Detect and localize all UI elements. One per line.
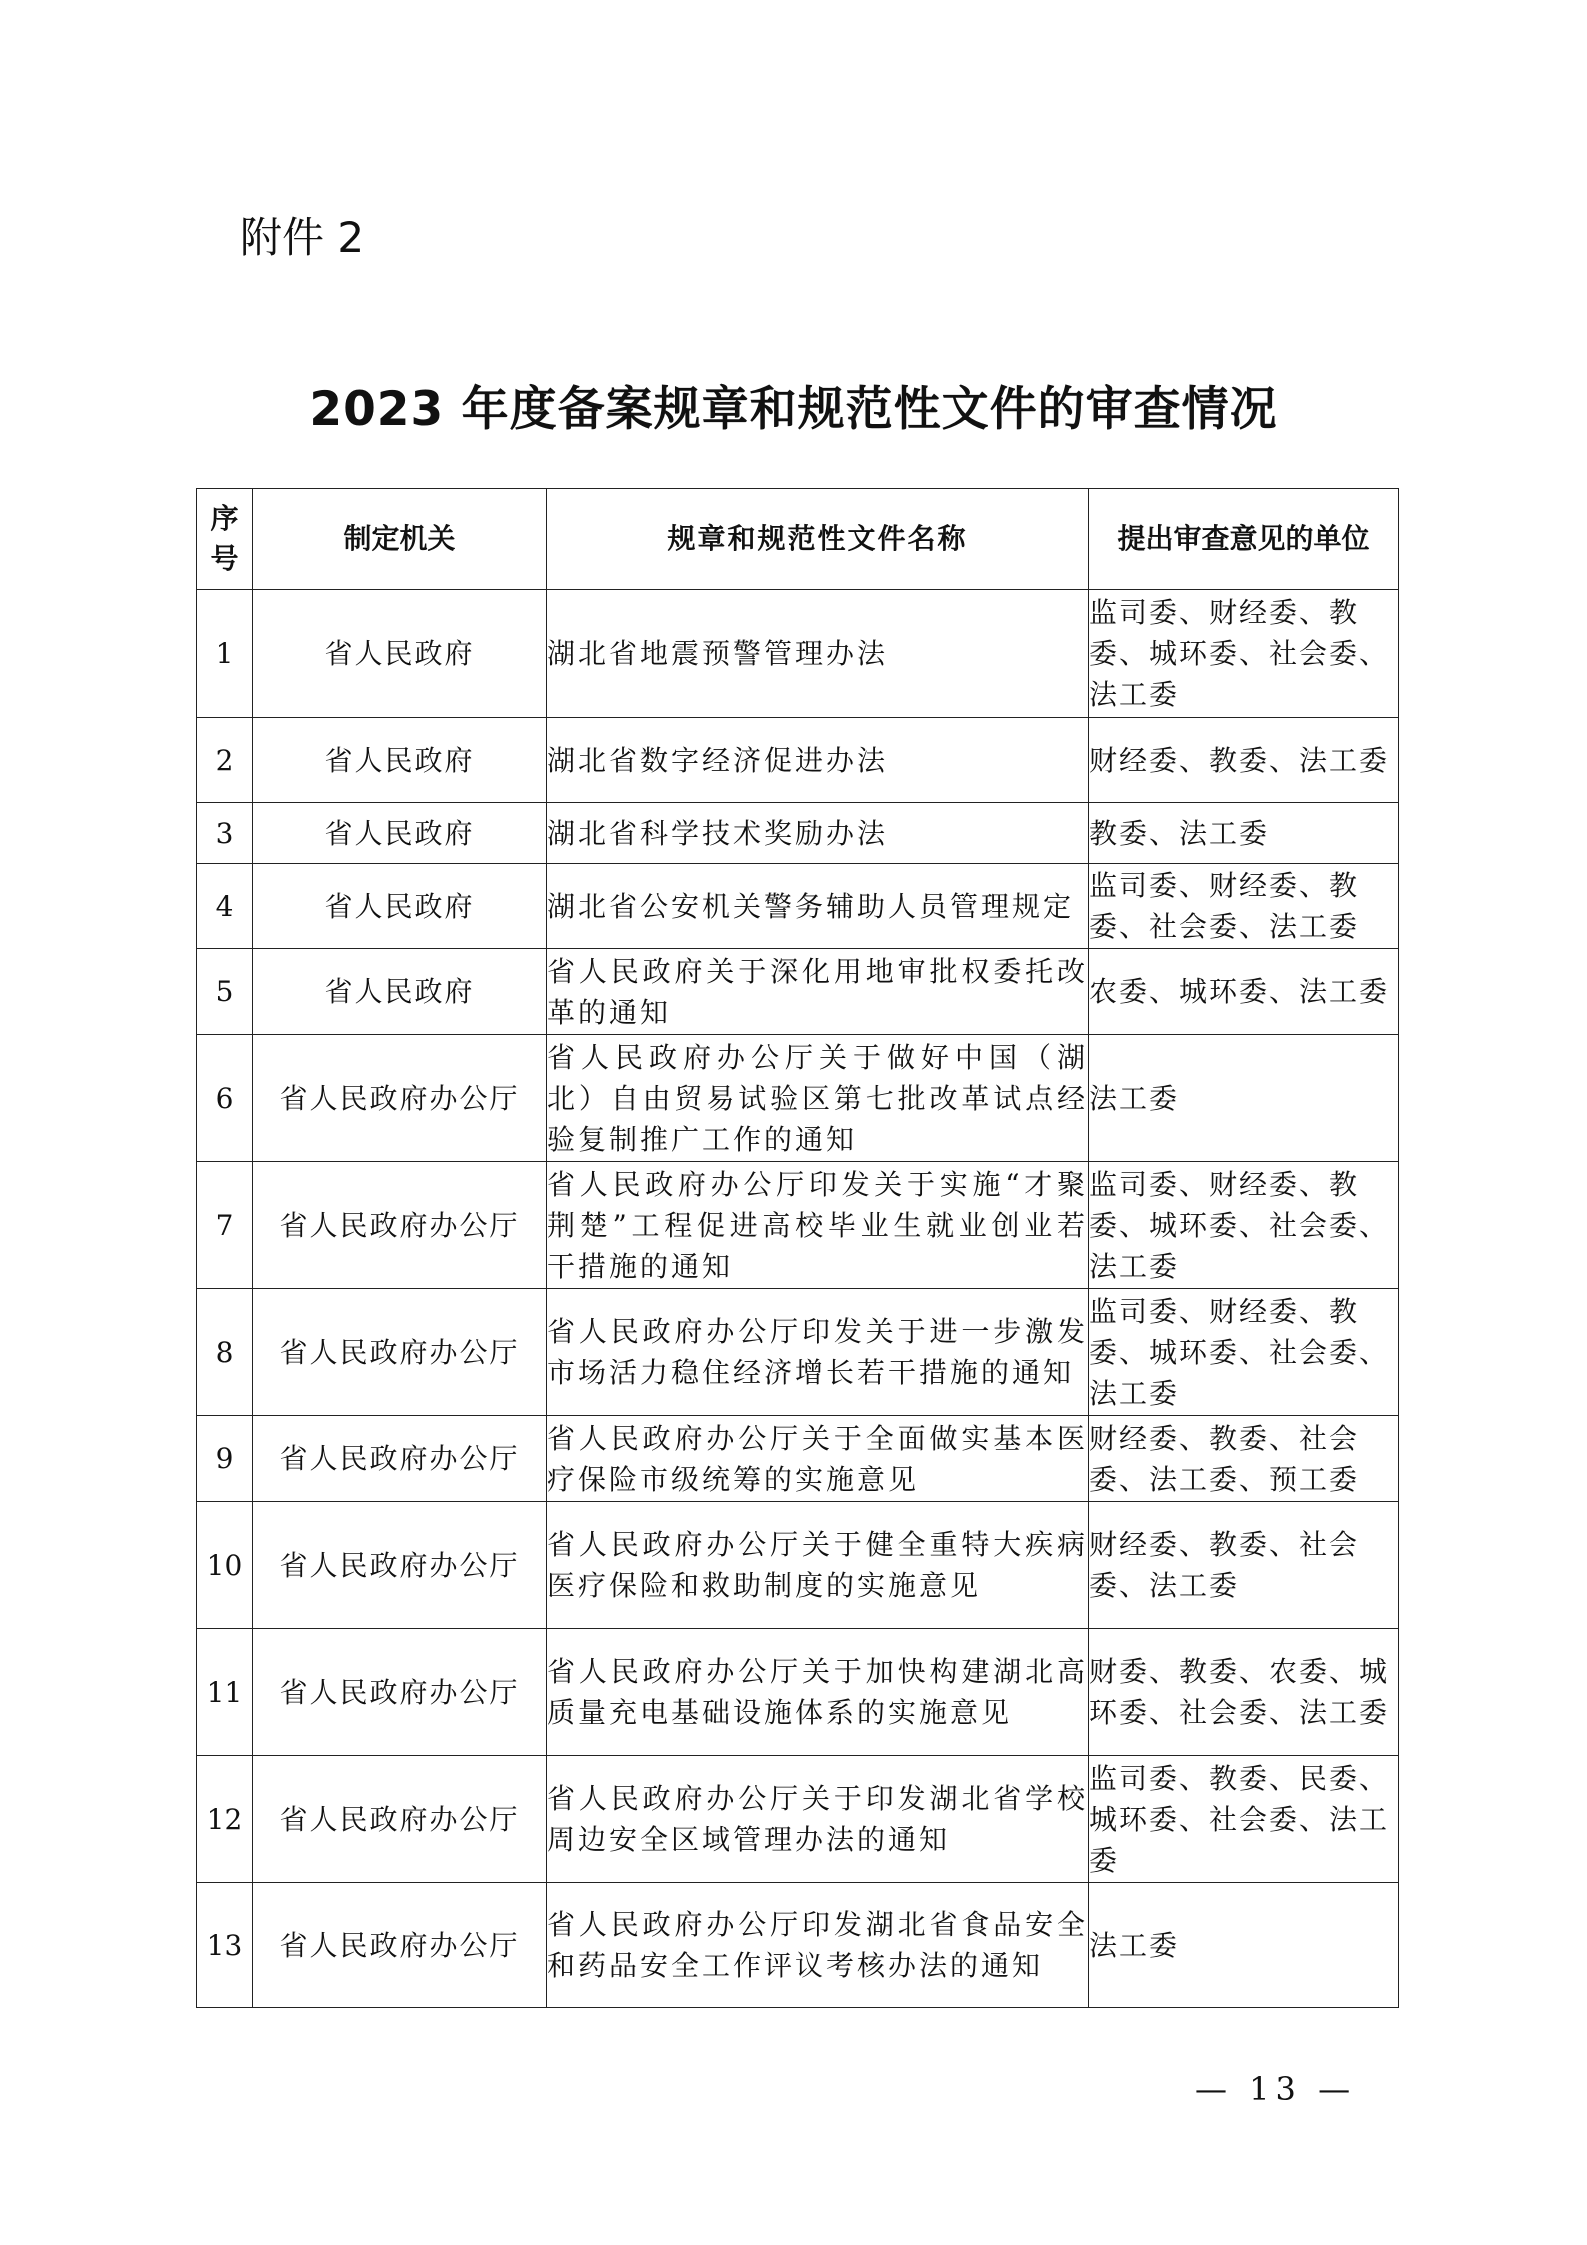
table-row xyxy=(197,1502,1399,1629)
row-org: 省人民政府 xyxy=(253,864,547,949)
row-units: 监司委、财经委、教委、城环委、社会委、法工委 xyxy=(1089,1289,1399,1416)
table-row xyxy=(197,949,1399,1035)
header-name: 规章和规范性文件名称 xyxy=(547,489,1089,590)
row-doc-name: 省人民政府办公厅关于加快构建湖北高质量充电基础设施体系的实施意见 xyxy=(547,1629,1089,1756)
row-number: 6 xyxy=(197,1035,253,1162)
row-number: 7 xyxy=(197,1162,253,1289)
row-number: 1 xyxy=(197,590,253,718)
table-row xyxy=(197,1883,1399,2008)
row-doc-name: 省人民政府办公厅印发湖北省食品安全和药品安全工作评议考核办法的通知 xyxy=(547,1883,1089,2008)
row-units: 财经委、教委、法工委 xyxy=(1089,718,1399,803)
row-units: 法工委 xyxy=(1089,1883,1399,2008)
header-no: 序号 xyxy=(197,489,253,590)
document-title: 2023 年度备案规章和规范性文件的审查情况 xyxy=(309,382,1278,437)
row-units: 教委、法工委 xyxy=(1089,803,1399,864)
header-org: 制定机关 xyxy=(253,489,547,590)
row-doc-name: 省人民政府办公厅关于全面做实基本医疗保险市级统筹的实施意见 xyxy=(547,1416,1089,1502)
row-doc-name: 湖北省地震预警管理办法 xyxy=(547,590,1089,718)
row-doc-name: 省人民政府办公厅关于健全重特大疾病医疗保险和救助制度的实施意见 xyxy=(547,1502,1089,1629)
row-units: 监司委、财经委、教委、城环委、社会委、法工委 xyxy=(1089,1162,1399,1289)
row-org: 省人民政府办公厅 xyxy=(253,1162,547,1289)
table-row xyxy=(197,1629,1399,1756)
page-number: — 13 — xyxy=(1195,2070,1357,2108)
row-org: 省人民政府办公厅 xyxy=(253,1502,547,1629)
review-table xyxy=(196,488,1399,2008)
attachment-label: 附件 2 xyxy=(240,213,365,262)
table-row xyxy=(197,1162,1399,1289)
row-doc-name: 省人民政府关于深化用地审批权委托改革的通知 xyxy=(547,949,1089,1035)
row-doc-name: 湖北省公安机关警务辅助人员管理规定 xyxy=(547,864,1089,949)
row-number: 12 xyxy=(197,1756,253,1883)
row-org: 省人民政府办公厅 xyxy=(253,1035,547,1162)
row-number: 4 xyxy=(197,864,253,949)
row-units: 财经委、教委、社会委、法工委、预工委 xyxy=(1089,1416,1399,1502)
row-units: 监司委、财经委、教委、城环委、社会委、法工委 xyxy=(1089,590,1399,718)
row-org: 省人民政府 xyxy=(253,949,547,1035)
table-row xyxy=(197,1416,1399,1502)
row-number: 9 xyxy=(197,1416,253,1502)
table-row xyxy=(197,718,1399,803)
row-units: 监司委、教委、民委、城环委、社会委、法工委 xyxy=(1089,1756,1399,1883)
row-number: 5 xyxy=(197,949,253,1035)
row-org: 省人民政府办公厅 xyxy=(253,1289,547,1416)
row-org: 省人民政府办公厅 xyxy=(253,1629,547,1756)
row-units: 财委、教委、农委、城环委、社会委、法工委 xyxy=(1089,1629,1399,1756)
row-doc-name: 省人民政府办公厅关于印发湖北省学校周边安全区域管理办法的通知 xyxy=(547,1756,1089,1883)
row-number: 13 xyxy=(197,1883,253,2008)
row-units: 监司委、财经委、教委、社会委、法工委 xyxy=(1089,864,1399,949)
row-org: 省人民政府办公厅 xyxy=(253,1756,547,1883)
table-header-row xyxy=(197,489,1399,590)
row-doc-name: 省人民政府办公厅印发关于实施“才聚荆楚”工程促进高校毕业生就业创业若干措施的通知 xyxy=(547,1162,1089,1289)
table-row xyxy=(197,803,1399,864)
row-org: 省人民政府办公厅 xyxy=(253,1883,547,2008)
row-number: 2 xyxy=(197,718,253,803)
table-row xyxy=(197,864,1399,949)
row-units: 财经委、教委、社会委、法工委 xyxy=(1089,1502,1399,1629)
row-org: 省人民政府办公厅 xyxy=(253,1416,547,1502)
row-doc-name: 湖北省数字经济促进办法 xyxy=(547,718,1089,803)
row-org: 省人民政府 xyxy=(253,803,547,864)
row-units: 法工委 xyxy=(1089,1035,1399,1162)
row-number: 8 xyxy=(197,1289,253,1416)
row-number: 10 xyxy=(197,1502,253,1629)
row-number: 3 xyxy=(197,803,253,864)
row-doc-name: 省人民政府办公厅印发关于进一步激发市场活力稳住经济增长若干措施的通知 xyxy=(547,1289,1089,1416)
row-org: 省人民政府 xyxy=(253,590,547,718)
table-row xyxy=(197,1756,1399,1883)
row-number: 11 xyxy=(197,1629,253,1756)
row-org: 省人民政府 xyxy=(253,718,547,803)
table-row xyxy=(197,1289,1399,1416)
row-doc-name: 省人民政府办公厅关于做好中国（湖北）自由贸易试验区第七批改革试点经验复制推广工作的通知 xyxy=(547,1035,1089,1162)
header-units: 提出审查意见的单位 xyxy=(1089,489,1399,590)
row-doc-name: 湖北省科学技术奖励办法 xyxy=(547,803,1089,864)
table-row xyxy=(197,590,1399,718)
table-row xyxy=(197,1035,1399,1162)
row-units: 农委、城环委、法工委 xyxy=(1089,949,1399,1035)
